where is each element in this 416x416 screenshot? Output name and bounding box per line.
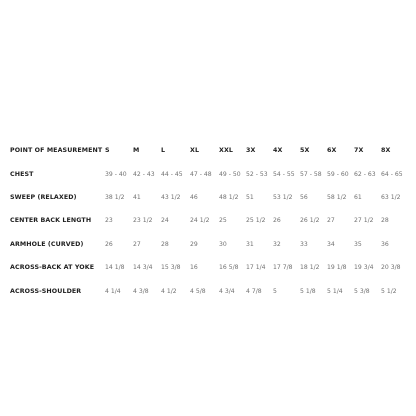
column-header-size: 4X <box>273 147 283 155</box>
table-cell: 32 <box>273 240 281 248</box>
table-cell: 26 <box>105 240 113 248</box>
column-header-size: 6X <box>327 147 337 155</box>
table-cell: 17 7/8 <box>273 264 293 272</box>
table-cell: 42 - 43 <box>133 170 155 178</box>
table-cell: 27 <box>327 217 335 225</box>
table-cell: 25 1/2 <box>246 217 266 225</box>
table-cell: 35 <box>354 240 362 248</box>
table-cell: 4 1/2 <box>161 287 177 295</box>
table-cell: 28 <box>161 240 169 248</box>
table-cell: 57 - 58 <box>300 170 322 178</box>
table-cell: 46 <box>190 193 198 201</box>
table-cell: 41 <box>133 193 141 201</box>
row-label: CENTER BACK LENGTH <box>10 217 92 225</box>
table-cell: 16 5/8 <box>219 264 239 272</box>
table-row <box>10 209 410 232</box>
table-cell: 58 1/2 <box>327 193 347 201</box>
table-cell: 39 - 40 <box>105 170 127 178</box>
table-cell: 16 <box>190 264 198 272</box>
column-header-size: 3X <box>246 147 256 155</box>
table-cell: 34 <box>327 240 335 248</box>
table-cell: 5 3/8 <box>354 287 370 295</box>
table-cell: 43 1/2 <box>161 193 181 201</box>
table-cell: 61 <box>354 193 362 201</box>
table-cell: 44 - 45 <box>161 170 183 178</box>
table-cell: 15 3/8 <box>161 264 181 272</box>
table-cell: 56 <box>300 193 308 201</box>
table-cell: 53 1/2 <box>273 193 293 201</box>
table-cell: 18 1/2 <box>300 264 320 272</box>
table-cell: 23 1/2 <box>133 217 153 225</box>
table-cell: 19 1/8 <box>327 264 347 272</box>
table-cell: 4 5/8 <box>190 287 206 295</box>
table-cell: 23 <box>105 217 113 225</box>
column-header-size: XXL <box>219 147 234 155</box>
table-row <box>10 186 410 209</box>
table-cell: 36 <box>381 240 389 248</box>
column-header-size: M <box>133 147 140 155</box>
table-cell: 5 1/4 <box>327 287 343 295</box>
table-cell: 27 <box>133 240 141 248</box>
row-label: ARMHOLE (CURVED) <box>10 240 84 248</box>
table-row <box>10 279 410 302</box>
table-cell: 24 <box>161 217 169 225</box>
table-cell: 5 1/8 <box>300 287 316 295</box>
table-cell: 4 1/4 <box>105 287 121 295</box>
table-cell: 25 <box>219 217 227 225</box>
column-header-size: 7X <box>354 147 364 155</box>
table-cell: 31 <box>246 240 254 248</box>
table-cell: 62 - 63 <box>354 170 376 178</box>
column-header-size: 8X <box>381 147 391 155</box>
table-cell: 49 - 50 <box>219 170 241 178</box>
table-cell: 14 3/4 <box>133 264 153 272</box>
table-cell: 4 3/4 <box>219 287 235 295</box>
table-cell: 63 1/2 <box>381 193 401 201</box>
row-label: ACROSS-BACK AT YOKE <box>10 264 95 272</box>
table-cell: 26 <box>273 217 281 225</box>
column-header-size: XL <box>190 147 200 155</box>
header-row <box>10 139 410 162</box>
table-row <box>10 162 410 185</box>
table-cell: 4 3/8 <box>133 287 149 295</box>
table-cell: 26 1/2 <box>300 217 320 225</box>
table-cell: 29 <box>190 240 198 248</box>
column-header-measurement: POINT OF MEASUREMENT <box>10 147 103 155</box>
table-cell: 14 1/8 <box>105 264 125 272</box>
row-label: SWEEP (RELAXED) <box>10 193 77 201</box>
table-cell: 59 - 60 <box>327 170 349 178</box>
table-cell: 17 1/4 <box>246 264 266 272</box>
column-header-size: L <box>161 147 166 155</box>
table-cell: 33 <box>300 240 308 248</box>
table-cell: 5 1/2 <box>381 287 397 295</box>
table-cell: 24 1/2 <box>190 217 210 225</box>
row-label: ACROSS-SHOULDER <box>10 287 82 295</box>
table-cell: 54 - 55 <box>273 170 295 178</box>
table-cell: 47 - 48 <box>190 170 212 178</box>
row-label: CHEST <box>10 170 34 178</box>
table-cell: 19 3/4 <box>354 264 374 272</box>
table-cell: 4 7/8 <box>246 287 262 295</box>
table-cell: 28 <box>381 217 389 225</box>
column-header-size: 5X <box>300 147 310 155</box>
table-cell: 38 1/2 <box>105 193 125 201</box>
table-row <box>10 233 410 256</box>
column-header-size: S <box>105 147 110 155</box>
table-cell: 64 - 65 <box>381 170 403 178</box>
table-row <box>10 256 410 279</box>
table-cell: 51 <box>246 193 254 201</box>
table-cell: 20 3/8 <box>381 264 401 272</box>
table-cell: 52 - 53 <box>246 170 268 178</box>
table-cell: 30 <box>219 240 227 248</box>
table-cell: 5 <box>273 287 277 295</box>
table-cell: 48 1/2 <box>219 193 239 201</box>
size-chart-table <box>10 139 410 303</box>
table-cell: 27 1/2 <box>354 217 374 225</box>
